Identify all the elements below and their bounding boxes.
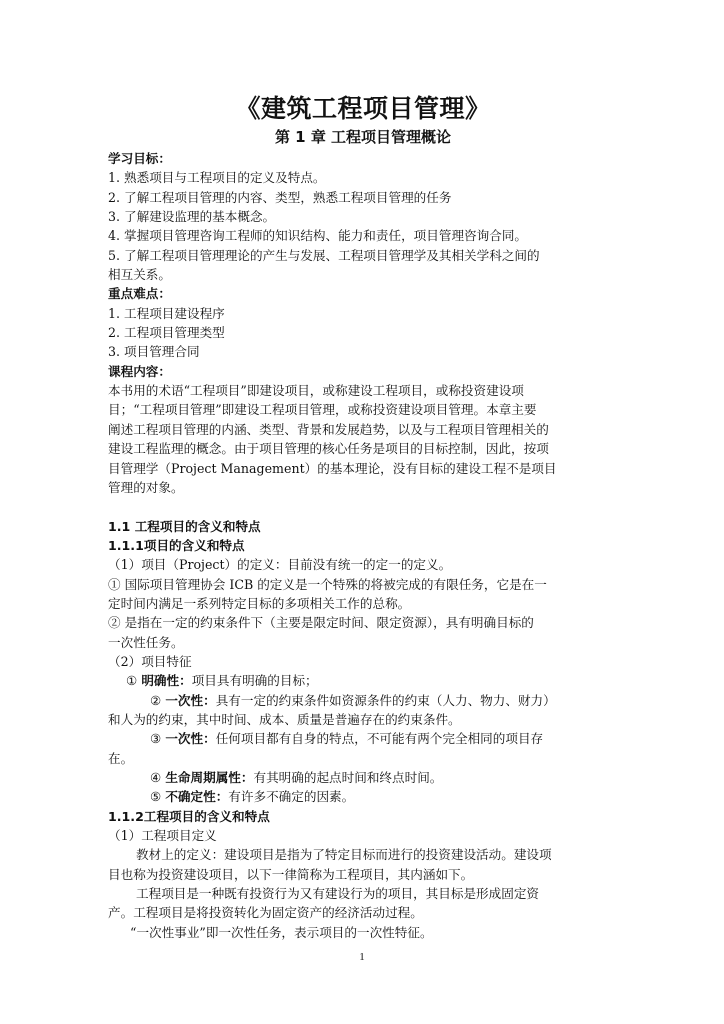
- body-text-line: 教材上的定义：建设项目是指为了特定目标而进行的投资建设活动。建设项: [136, 847, 552, 863]
- definition-label: （1）工程项目定义: [108, 828, 217, 844]
- chapter-heading: 第 1 章 工程项目管理概论: [274, 128, 452, 146]
- feature-number: ③: [150, 731, 162, 747]
- spacer: [108, 497, 618, 516]
- objective-item: 1. 熟悉项目与工程项目的定义及特点。: [108, 170, 326, 186]
- feature-continuation: 在。: [108, 750, 134, 766]
- objectives-heading: 学习目标：: [108, 151, 171, 166]
- feature-item: [108, 787, 618, 806]
- document-page: [108, 92, 618, 942]
- body-text-line: 工程项目是一种既有投资行为又有建设行为的项目，其目标是形成固定资: [136, 886, 539, 902]
- key-point-item: 2. 工程项目管理类型: [108, 325, 225, 341]
- feature-desc: 具有一定的约束条件如资源条件的约束（人力、物力、财力）: [215, 692, 556, 708]
- subsection-heading: 1.1.1项目的含义和特点: [108, 537, 245, 553]
- definition-text: 定时间内满足一系列特定目标的多项相关工作的总称。: [108, 595, 411, 611]
- course-text-line: 阐述工程项目管理的内涵、类型、背景和发展趋势，以及与工程项目管理相关的: [108, 421, 549, 437]
- key-point-item: 3. 项目管理合同: [108, 344, 200, 360]
- feature-term: 一次性：: [165, 692, 216, 708]
- feature-term: 不确定性：: [165, 789, 229, 805]
- page-number: 1: [359, 951, 365, 963]
- course-text-line: 目；“工程项目管理”即建设工程项目管理，或称投资建设项目管理。本章主要: [108, 402, 537, 418]
- objective-item: 3. 了解建设监理的基本概念。: [108, 209, 276, 225]
- subsection-heading: 1.1.2工程项目的含义和特点: [108, 808, 270, 824]
- feature-item: [108, 768, 618, 787]
- feature-item: [108, 671, 618, 690]
- course-heading: 课程内容：: [108, 363, 171, 379]
- feature-desc: 任何项目都有自身的特点，不可能有两个完全相同的项目存: [215, 731, 544, 747]
- feature-term: 明确性：: [141, 673, 192, 689]
- feature-term: 一次性：: [165, 731, 216, 747]
- key-point-item: 1. 工程项目建设程序: [108, 305, 225, 321]
- features-label: （2）项目特征: [108, 653, 192, 669]
- section-heading: 1.1 工程项目的含义和特点: [108, 518, 261, 534]
- feature-number: ①: [126, 673, 138, 689]
- feature-number: ④: [150, 770, 162, 785]
- objective-item: 5. 了解工程项目管理理论的产生与发展、工程项目管理学及其相关学科之间的: [108, 247, 540, 263]
- body-text-line: 产。工程项目是将投资转化为固定资产的经济活动过程。: [108, 905, 423, 921]
- feature-item: [108, 729, 618, 748]
- definition-text: ① 国际项目管理协会 ICB 的定义是一个特殊的将被完成的有限任务，它是在一: [108, 576, 547, 592]
- body-text-line: “一次性事业”即一次性任务，表示项目的一次性特征。: [130, 924, 433, 940]
- key-points-heading: 重点难点：: [108, 286, 171, 302]
- feature-term: 生命周期属性：: [165, 770, 254, 785]
- feature-item: [108, 691, 618, 710]
- objective-item: 4. 掌握项目管理咨询工程师的知识结构、能力和责任，项目管理咨询合同。: [108, 228, 528, 244]
- feature-number: ②: [150, 692, 162, 708]
- course-text-line: 目管理学（Project Management）的基本理论，没有目标的建设工程不是项目: [108, 460, 557, 476]
- objective-item: 2. 了解工程项目管理的内容、类型，熟悉工程项目管理的任务: [108, 189, 452, 205]
- course-text-line: 管理的对象。: [108, 479, 184, 495]
- feature-desc: 有许多不确定的因素。: [228, 789, 355, 805]
- objective-item-continuation: 相互关系。: [108, 267, 171, 283]
- document-title: 《建筑工程项目管理》: [235, 94, 491, 123]
- body-text-line: 目也称为投资建设项目，以下一律简称为工程项目，其内涵如下。: [108, 866, 474, 882]
- feature-number: ⑤: [150, 789, 162, 805]
- definition-text: ② 是指在一定的约束条件下（主要是限定时间、限定资源），具有明确目标的: [108, 615, 534, 631]
- definition-text: 一次性任务。: [108, 634, 184, 650]
- feature-desc: 有其明确的起点时间和终点时间。: [253, 770, 443, 785]
- feature-desc: 项目具有明确的目标；: [191, 673, 318, 689]
- feature-continuation: 和人为的约束，其中时间、成本、质量是普遍存在的约束条件。: [108, 711, 461, 727]
- course-text-line: 本书用的术语“工程项目”即建设项目，或称建设工程项目，或称投资建设项: [108, 383, 524, 399]
- course-text-line: 建设工程监理的概念。由于项目管理的核心任务是项目的目标控制，因此，按项: [108, 441, 549, 457]
- definition-label: （1）项目（Project）的定义：目前没有统一的定一的定义。: [108, 557, 452, 573]
